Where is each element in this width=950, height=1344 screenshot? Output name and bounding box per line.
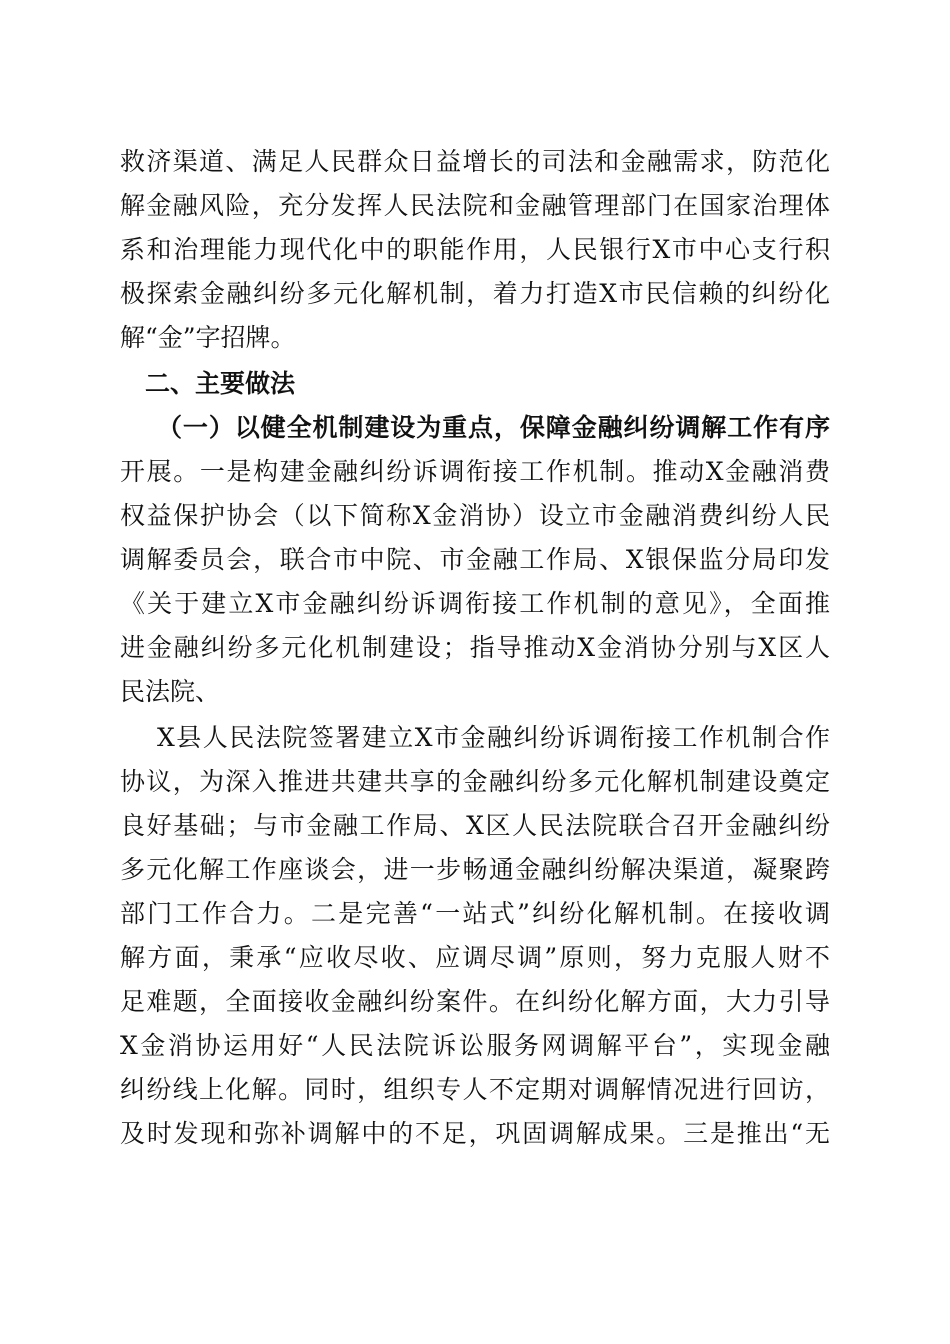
paragraph-line: X县人民法院签署建立X市金融纠纷诉调衔接工作机制合作	[157, 723, 830, 752]
paragraph-line: 足难题，全面接收金融纠纷案件。在纠纷化解方面，大力引导	[120, 987, 830, 1016]
paragraph-line: 权益保护协会（以下简称X金消协）设立市金融消费纠纷人民	[120, 501, 830, 530]
paragraph-line: X金消协运用好“人民法院诉讼服务网调解平台”，实现金融	[120, 1031, 830, 1060]
paragraph-line: 开展。一是构建金融纠纷诉调衔接工作机制。推动X金融消费	[120, 457, 830, 486]
paragraph-line: 多元化解工作座谈会，进一步畅通金融纠纷解决渠道，凝聚跨	[120, 855, 830, 884]
subsection-heading: （一）以健全机制建设为重点，保障金融纠纷调解工作有序	[157, 413, 830, 442]
paragraph-line: 及时发现和弥补调解中的不足，巩固调解成果。三是推出“无	[120, 1119, 830, 1148]
paragraph-line: 极探索金融纠纷多元化解机制，着力打造X市民信赖的纠纷化	[120, 279, 830, 308]
paragraph-line: 解方面，秉承“应收尽收、应调尽调”原则，努力克服人财不	[120, 943, 830, 972]
paragraph-line: 进金融纠纷多元化机制建设；指导推动X金消协分别与X区人	[120, 633, 830, 662]
paragraph-line: 救济渠道、满足人民群众日益增长的司法和金融需求，防范化	[120, 147, 830, 176]
paragraph-line: 协议，为深入推进共建共享的金融纠纷多元化解机制建设奠定	[120, 767, 830, 796]
section-heading: 二、主要做法	[145, 369, 296, 398]
paragraph-line: 《关于建立X市金融纠纷诉调衔接工作机制的意见》，全面推	[120, 589, 830, 618]
paragraph-line: 部门工作合力。二是完善“一站式”纠纷化解机制。在接收调	[120, 899, 830, 928]
paragraph-line: 良好基础；与市金融工作局、X区人民法院联合召开金融纠纷	[120, 811, 830, 840]
paragraph-line: 系和治理能力现代化中的职能作用，人民银行X市中心支行积	[120, 235, 830, 264]
paragraph-line: 解金融风险，充分发挥人民法院和金融管理部门在国家治理体	[120, 191, 830, 220]
paragraph-line: 纠纷线上化解。同时，组织专人不定期对调解情况进行回访，	[120, 1075, 830, 1104]
paragraph-line: 调解委员会，联合市中院、市金融工作局、X银保监分局印发	[120, 545, 830, 574]
paragraph-line: 解“金”字招牌。	[120, 323, 296, 352]
paragraph-line: 民法院、	[120, 677, 221, 706]
